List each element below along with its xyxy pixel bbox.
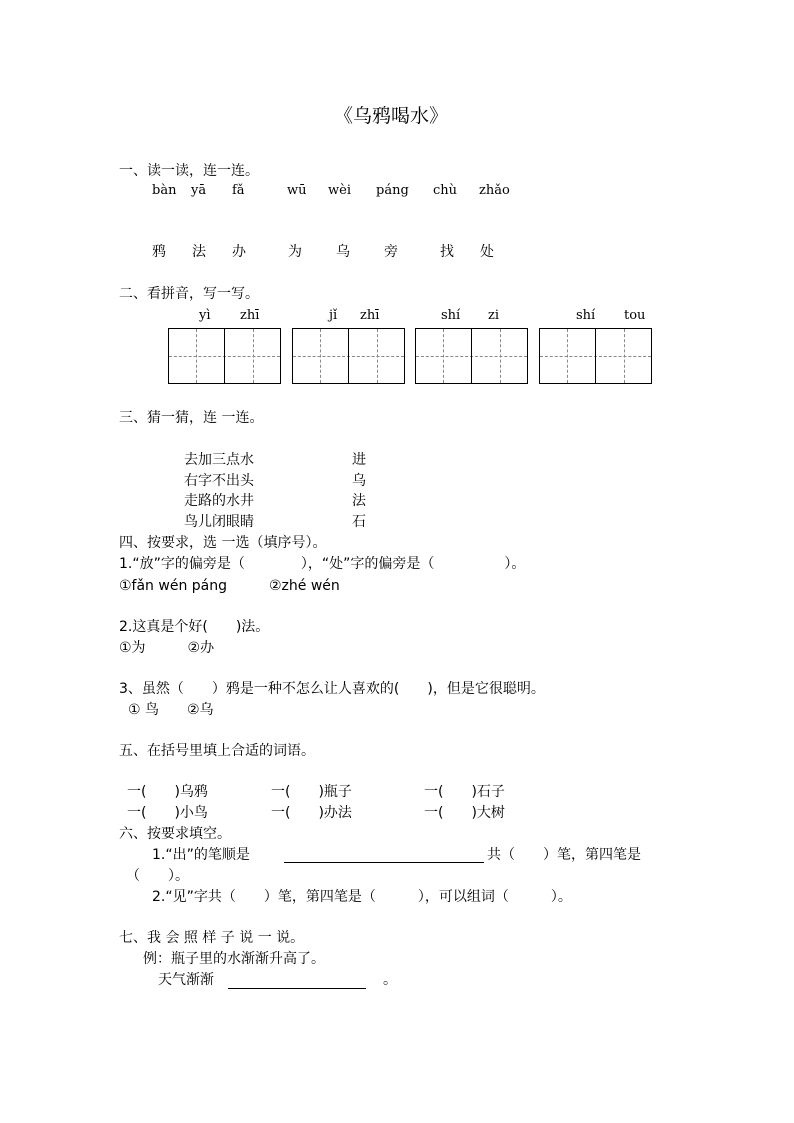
q4-item-1-options: ①fǎn wén páng ②zhé wén [119,578,340,594]
q6-item-2: 2.“见”字共（ ）笔，第四笔是（ ），可以组词（ ）。 [152,889,572,905]
q4-item-1: 1.“放”字的偏旁是（ ），“处”字的偏旁是（ ）。 [119,556,526,572]
pinyin-pang: páng [376,183,409,198]
char-zhao: 找 [440,244,454,260]
q5-blank-wuya: 一( )乌鸦 [127,784,208,800]
q5-blank-xiaoniao: 一( )小鸟 [127,805,208,821]
q4-item-2: 2.这真是个好( )法。 [119,619,270,635]
writing-box-jizhi[interactable] [292,328,405,384]
writing-box-yizhi[interactable] [168,328,281,384]
char-fa: 法 [192,244,206,260]
q7-example: 例：瓶子里的水渐渐升高了。 [143,951,325,967]
q2-heading: 二、看拼音，写一写。 [119,286,259,302]
answer-4: 石 [352,514,366,530]
page-title: 《乌鸦喝水》 [334,105,449,127]
char-chu: 处 [480,244,494,260]
pinyin-fa: fǎ [232,183,245,198]
writing-box-shizi[interactable] [415,328,528,384]
pinyin-zhao: zhǎo [479,183,510,198]
q4-heading: 四、按要求，选 一选（填序号）。 [119,535,327,551]
pinyin-shi-2: shí [576,308,596,323]
answer-1: 进 [352,452,366,468]
q3-heading: 三、猜一猜，连 一连。 [119,410,264,426]
char-pang: 旁 [384,244,398,260]
q7-prompt: 天气渐渐 [158,972,214,988]
q5-blank-banfa: 一( )办法 [271,805,352,821]
riddle-1: 去加三点水 [184,452,254,468]
q6-item-1-start: 1.“出”的笔顺是 [152,847,250,863]
q5-blank-pingzi: 一( )瓶子 [271,784,352,800]
q6-item-1-wrap: （ ）。 [126,868,189,884]
riddle-2: 右字不出头 [184,473,254,489]
pinyin-ya: yā [191,183,207,198]
q6-item-1-end: 共（ ）笔，第四笔是 [487,847,641,863]
char-wei: 为 [288,244,302,260]
q4-item-3-options: ① 鸟 ②乌 [128,702,214,718]
q5-heading: 五、在括号里填上合适的词语。 [119,743,315,759]
q6-heading: 六、按要求填空。 [119,826,231,842]
riddle-4: 鸟儿闭眼睛 [184,514,254,530]
writing-box-shitou[interactable] [539,328,652,384]
pinyin-ji: jǐ [329,308,338,323]
answer-3: 法 [352,493,366,509]
char-ban: 办 [232,244,246,260]
pinyin-tou: tou [624,308,646,323]
answer-2: 乌 [352,473,366,489]
pinyin-wu: wū [287,183,307,198]
q7-end-mark: 。 [383,972,397,988]
pinyin-zhi-1: zhī [240,308,260,323]
q7-heading: 七、我 会 照 样 子 说 一 说。 [119,930,305,946]
pinyin-ban: bàn [152,183,177,198]
pinyin-yi: yì [199,308,211,323]
pinyin-chu: chù [433,183,458,198]
q4-item-2-options: ①为 ②办 [119,640,215,656]
pinyin-shi-1: shí [441,308,461,323]
pinyin-wei: wèi [328,183,351,198]
char-ya: 鸦 [152,244,166,260]
pinyin-zi: zi [488,308,500,323]
char-wu: 乌 [336,244,350,260]
q5-blank-dashu: 一( )大树 [424,805,505,821]
q7-answer-blank[interactable] [228,988,366,989]
riddle-3: 走路的水井 [184,493,254,509]
q5-blank-shizi: 一( )石子 [424,784,505,800]
pinyin-zhi-2: zhī [360,308,380,323]
q6-stroke-order-blank[interactable] [284,862,484,863]
q4-item-3: 3、虽然（ ）鸦是一种不怎么让人喜欢的( )，但是它很聪明。 [119,681,545,697]
q1-heading: 一、读一读，连一连。 [119,163,259,179]
